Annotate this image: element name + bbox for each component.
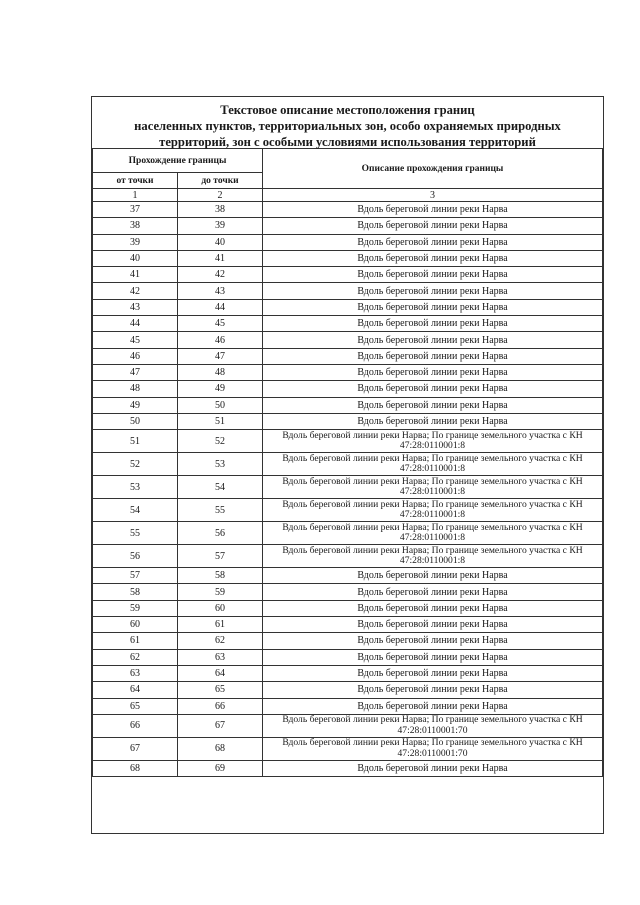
description-cell: Вдоль береговой линии реки Нарва; По границе земельного участка с КН 47:28:0110001:8 (263, 545, 603, 568)
to-point-cell: 38 (178, 202, 263, 218)
column-index: 3 (263, 189, 603, 202)
to-point-cell: 40 (178, 234, 263, 250)
table-row (93, 584, 603, 600)
description-cell: Вдоль береговой линии реки Нарва (263, 348, 603, 364)
table-row (93, 430, 603, 453)
description-cell: Вдоль береговой линии реки Нарва (263, 665, 603, 681)
table-row (93, 665, 603, 681)
description-cell: Вдоль береговой линии реки Нарва (263, 698, 603, 714)
to-point-cell: 68 (178, 737, 263, 760)
to-point-cell: 62 (178, 633, 263, 649)
from-point-cell: 52 (93, 453, 178, 476)
to-point-cell: 45 (178, 316, 263, 332)
description-cell: Вдоль береговой линии реки Нарва; По границе земельного участка с КН 47:28:0110001:70 (263, 714, 603, 737)
from-point-cell: 47 (93, 364, 178, 380)
from-point-cell: 67 (93, 737, 178, 760)
from-point-cell: 39 (93, 234, 178, 250)
header-description: Описание прохождения границы (263, 149, 603, 189)
table-row (93, 545, 603, 568)
from-point-cell: 61 (93, 633, 178, 649)
from-point-cell: 45 (93, 332, 178, 348)
description-cell: Вдоль береговой линии реки Нарва (263, 267, 603, 283)
description-cell: Вдоль береговой линии реки Нарва; По границе земельного участка с КН 47:28:0110001:70 (263, 737, 603, 760)
table-row (93, 332, 603, 348)
description-cell: Вдоль береговой линии реки Нарва (263, 397, 603, 413)
description-cell: Вдоль береговой линии реки Нарва; По границе земельного участка с КН 47:28:0110001:8 (263, 430, 603, 453)
description-cell: Вдоль береговой линии реки Нарва (263, 250, 603, 266)
to-point-cell: 63 (178, 649, 263, 665)
to-point-cell: 46 (178, 332, 263, 348)
to-point-cell: 56 (178, 522, 263, 545)
table-row (93, 381, 603, 397)
from-point-cell: 49 (93, 397, 178, 413)
description-cell: Вдоль береговой линии реки Нарва (263, 617, 603, 633)
title-line: населенных пунктов, территориальных зон, особо охраняемых природных (134, 119, 561, 133)
table-row (93, 348, 603, 364)
to-point-cell: 57 (178, 545, 263, 568)
description-cell: Вдоль береговой линии реки Нарва; По границе земельного участка с КН 47:28:0110001:8 (263, 499, 603, 522)
table-row (93, 234, 603, 250)
table-row (93, 522, 603, 545)
table-row (93, 267, 603, 283)
to-point-cell: 41 (178, 250, 263, 266)
table-row (93, 476, 603, 499)
to-point-cell: 51 (178, 413, 263, 429)
to-point-cell: 69 (178, 760, 263, 776)
to-point-cell: 58 (178, 568, 263, 584)
table-row (93, 682, 603, 698)
from-point-cell: 56 (93, 545, 178, 568)
table-row (93, 397, 603, 413)
to-point-cell: 64 (178, 665, 263, 681)
description-cell: Вдоль береговой линии реки Нарва (263, 682, 603, 698)
to-point-cell: 61 (178, 617, 263, 633)
description-cell: Вдоль береговой линии реки Нарва (263, 202, 603, 218)
to-point-cell: 50 (178, 397, 263, 413)
to-point-cell: 42 (178, 267, 263, 283)
table-row (93, 218, 603, 234)
from-point-cell: 64 (93, 682, 178, 698)
to-point-cell: 60 (178, 600, 263, 616)
table-body (93, 202, 603, 777)
table-row (93, 714, 603, 737)
description-cell: Вдоль береговой линии реки Нарва; По границе земельного участка с КН 47:28:0110001:8 (263, 453, 603, 476)
table-row (93, 760, 603, 776)
table-row (93, 617, 603, 633)
description-cell: Вдоль береговой линии реки Нарва (263, 649, 603, 665)
from-point-cell: 54 (93, 499, 178, 522)
to-point-cell: 66 (178, 698, 263, 714)
header-boundary-passage: Прохождение границы (93, 149, 263, 173)
to-point-cell: 44 (178, 299, 263, 315)
table-row (93, 600, 603, 616)
description-cell: Вдоль береговой линии реки Нарва (263, 413, 603, 429)
from-point-cell: 62 (93, 649, 178, 665)
from-point-cell: 55 (93, 522, 178, 545)
table-row (93, 299, 603, 315)
description-cell: Вдоль береговой линии реки Нарва (263, 234, 603, 250)
table-row (93, 316, 603, 332)
title-line: Текстовое описание местоположения границ (220, 103, 475, 117)
from-point-cell: 51 (93, 430, 178, 453)
from-point-cell: 60 (93, 617, 178, 633)
description-cell: Вдоль береговой линии реки Нарва (263, 600, 603, 616)
from-point-cell: 44 (93, 316, 178, 332)
to-point-cell: 39 (178, 218, 263, 234)
from-point-cell: 53 (93, 476, 178, 499)
from-point-cell: 43 (93, 299, 178, 315)
to-point-cell: 52 (178, 430, 263, 453)
table-row (93, 202, 603, 218)
from-point-cell: 63 (93, 665, 178, 681)
to-point-cell: 65 (178, 682, 263, 698)
description-cell: Вдоль береговой линии реки Нарва (263, 633, 603, 649)
column-index: 1 (93, 189, 178, 202)
description-cell: Вдоль береговой линии реки Нарва (263, 364, 603, 380)
column-index: 2 (178, 189, 263, 202)
from-point-cell: 68 (93, 760, 178, 776)
to-point-cell: 67 (178, 714, 263, 737)
from-point-cell: 42 (93, 283, 178, 299)
description-cell: Вдоль береговой линии реки Нарва; По границе земельного участка с КН 47:28:0110001:8 (263, 476, 603, 499)
table-row (93, 413, 603, 429)
to-point-cell: 48 (178, 364, 263, 380)
description-cell: Вдоль береговой линии реки Нарва (263, 299, 603, 315)
description-cell: Вдоль береговой линии реки Нарва (263, 283, 603, 299)
from-point-cell: 58 (93, 584, 178, 600)
table-row (93, 649, 603, 665)
table-row (93, 453, 603, 476)
from-point-cell: 38 (93, 218, 178, 234)
table-row (93, 698, 603, 714)
to-point-cell: 43 (178, 283, 263, 299)
table-row (93, 364, 603, 380)
table-row (93, 568, 603, 584)
description-cell: Вдоль береговой линии реки Нарва (263, 584, 603, 600)
from-point-cell: 48 (93, 381, 178, 397)
to-point-cell: 54 (178, 476, 263, 499)
header-to-point: до точки (178, 173, 263, 189)
document-title (92, 97, 603, 148)
table-row (93, 633, 603, 649)
from-point-cell: 66 (93, 714, 178, 737)
from-point-cell: 37 (93, 202, 178, 218)
from-point-cell: 41 (93, 267, 178, 283)
from-point-cell: 65 (93, 698, 178, 714)
description-cell: Вдоль береговой линии реки Нарва (263, 760, 603, 776)
table-row (93, 737, 603, 760)
description-cell: Вдоль береговой линии реки Нарва (263, 332, 603, 348)
document-frame (91, 96, 604, 834)
to-point-cell: 47 (178, 348, 263, 364)
description-cell: Вдоль береговой линии реки Нарва (263, 218, 603, 234)
description-cell: Вдоль береговой линии реки Нарва (263, 316, 603, 332)
boundary-table (92, 148, 603, 777)
to-point-cell: 49 (178, 381, 263, 397)
from-point-cell: 50 (93, 413, 178, 429)
table-row (93, 250, 603, 266)
from-point-cell: 40 (93, 250, 178, 266)
table-row (93, 499, 603, 522)
to-point-cell: 55 (178, 499, 263, 522)
from-point-cell: 59 (93, 600, 178, 616)
from-point-cell: 46 (93, 348, 178, 364)
description-cell: Вдоль береговой линии реки Нарва (263, 568, 603, 584)
from-point-cell: 57 (93, 568, 178, 584)
to-point-cell: 53 (178, 453, 263, 476)
title-line: территорий, зон с особыми условиями использования территорий (159, 135, 536, 149)
table-row (93, 283, 603, 299)
description-cell: Вдоль береговой линии реки Нарва; По границе земельного участка с КН 47:28:0110001:8 (263, 522, 603, 545)
to-point-cell: 59 (178, 584, 263, 600)
header-from-point: от точки (93, 173, 178, 189)
description-cell: Вдоль береговой линии реки Нарва (263, 381, 603, 397)
